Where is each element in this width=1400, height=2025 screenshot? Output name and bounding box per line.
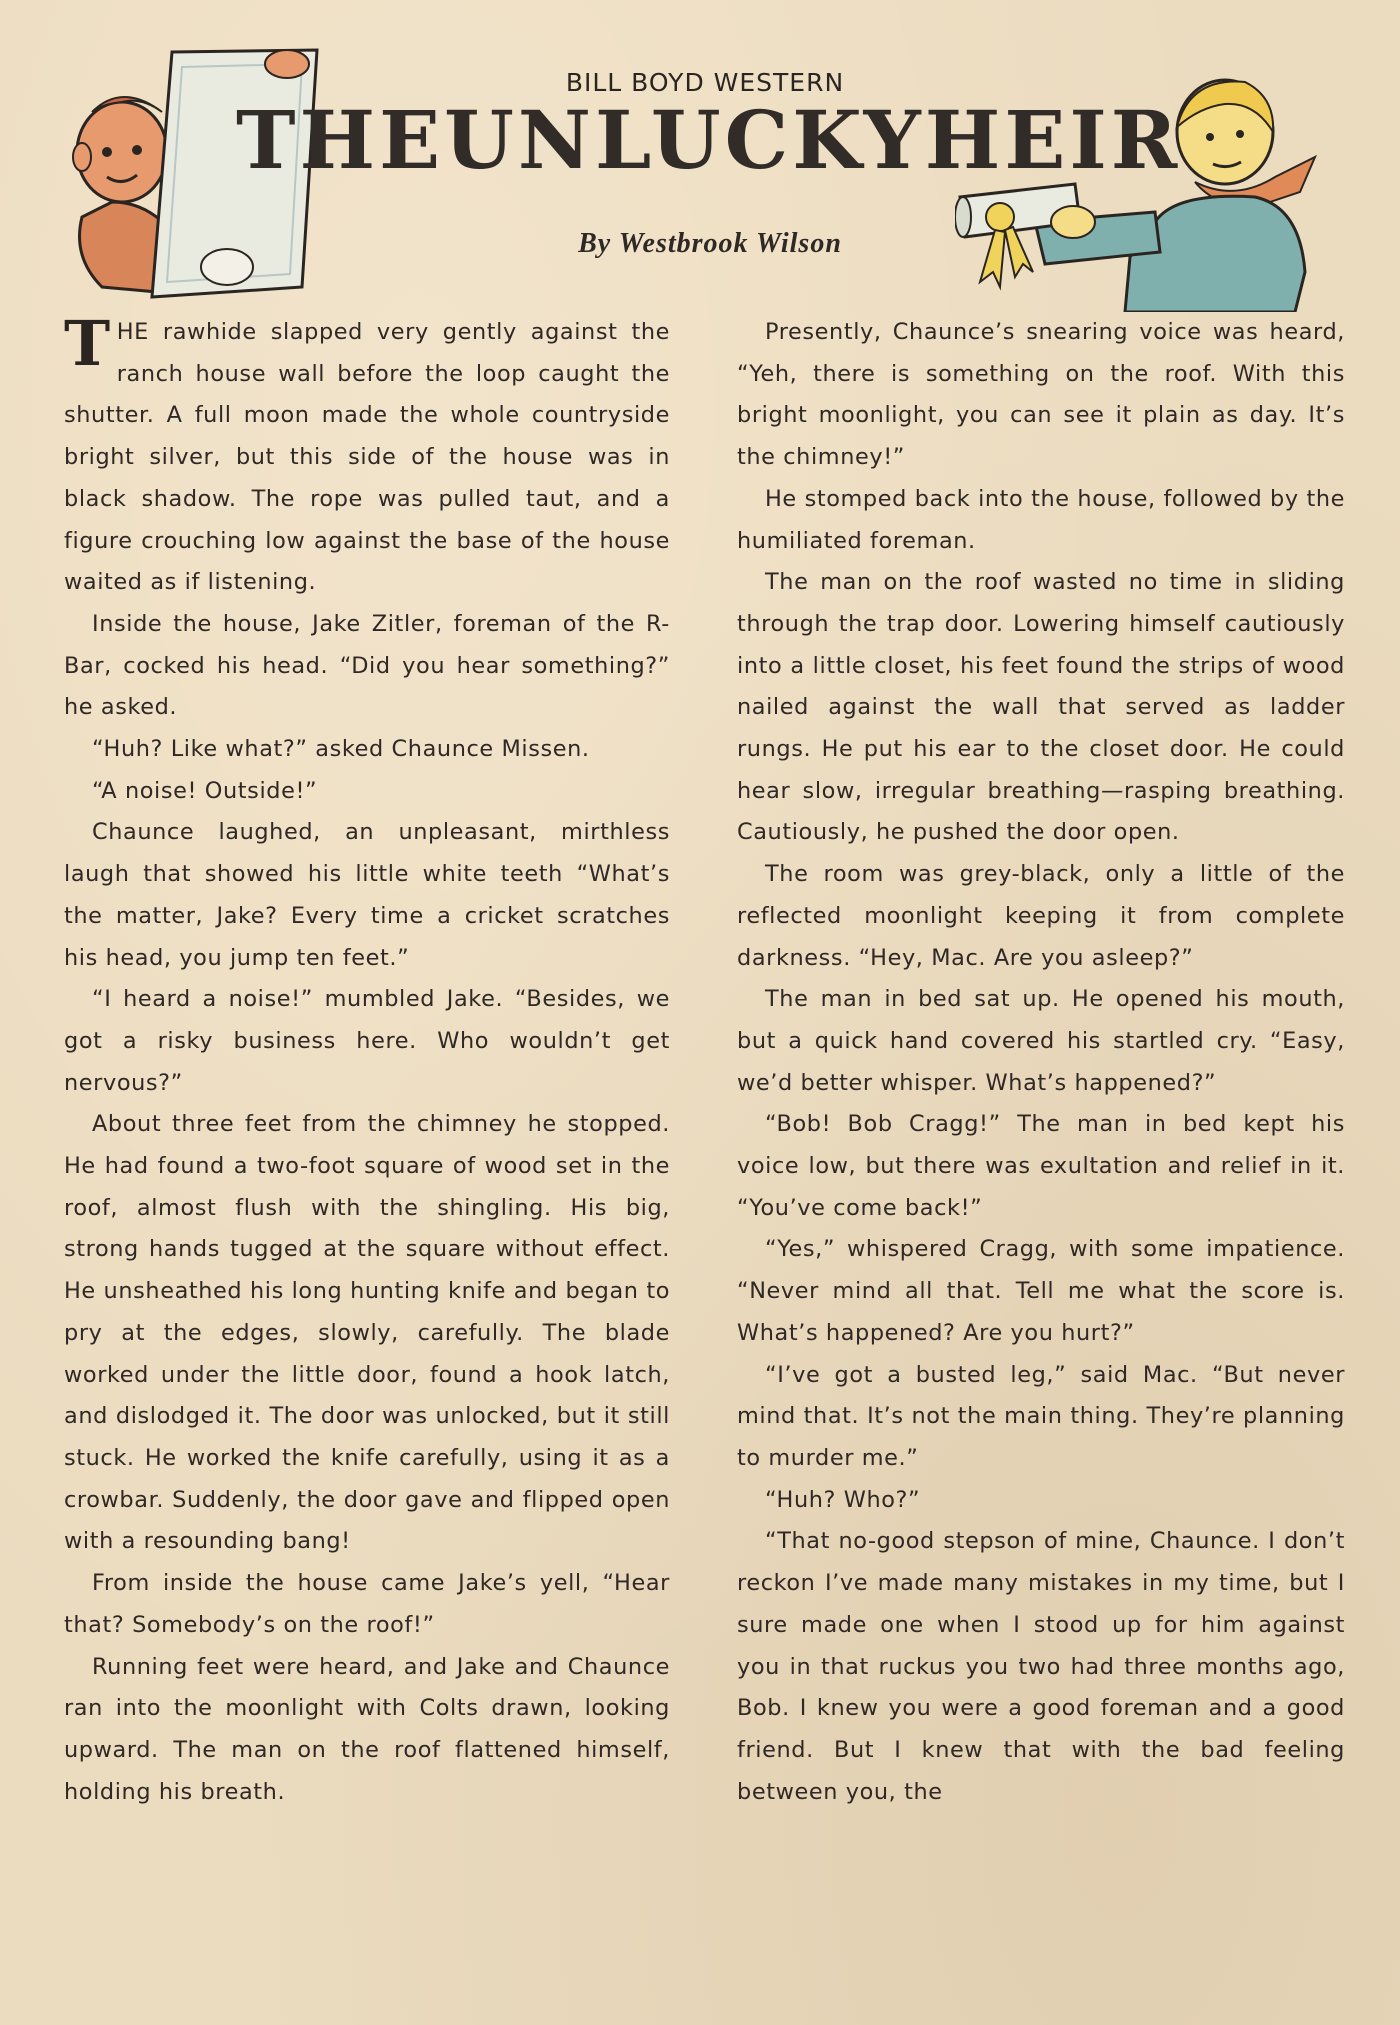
paragraph: “I heard a noise!” mumbled Jake. “Besides, we got a risky business here. Who wouldn’t get nervous?” bbox=[64, 986, 670, 1096]
left-column bbox=[64, 307, 670, 1813]
title-word: THE bbox=[236, 93, 445, 187]
paragraph: From inside the house came Jake’s yell, “Hear that? Somebody’s on the roof!” bbox=[64, 1570, 670, 1638]
paragraph: Running feet were heard, and Jake and Chaunce ran into the moonlight with Colts drawn, looking upward. The man on the roof flattened himself, holding his breath. bbox=[64, 1653, 670, 1805]
title-word: UNLUCKY bbox=[444, 93, 925, 187]
paragraph-text: HE rawhide slapped very gently against the ranch house wall before the loop caught the shutter. A full moon made the whole countryside bright silver, but this side of the house was in black shadow. The rope was pulled taut, and a figure crouching low against the base of the house waited as if listening. bbox=[64, 319, 670, 596]
right-column bbox=[737, 312, 1345, 1813]
paragraph: He stomped back into the house, followed by the humiliated foreman. bbox=[737, 485, 1345, 554]
byline: By Westbrook Wilson bbox=[578, 228, 842, 259]
paragraph: “That no-good stepson of mine, Chaunce. I don’t reckon I’ve made many mistakes in my time, but I sure made one when I stood up for him against you in that ruckus you two had three months ago, Bob. I knew you were a good foreman and a good friend. But I knew that with the bad feeling between you, the bbox=[737, 1528, 1345, 1805]
paragraph: “Huh? Like what?” asked Chaunce Missen. bbox=[92, 736, 590, 763]
series-name: BILL BOYD WESTERN bbox=[565, 68, 845, 97]
title-word: HEIR bbox=[924, 93, 1182, 187]
paragraph: The man on the roof wasted no time in sliding through the trap door. Lowering himself cautiously into a little closet, his feet found the strips of wood nailed against the wall that served as ladder rungs. He put his ear to the closet door. He could hear slow, irregular breathing—rasping breathing. Cautiously, he pushed the door open. bbox=[737, 569, 1345, 846]
paragraph: The man in bed sat up. He opened his mouth, but a quick hand covered his startled cry. “Easy, we’d better whisper. What’s happened?” bbox=[737, 986, 1345, 1096]
paragraph: About three feet from the chimney he stopped. He had found a two-foot square of wood set in the roof, almost flush with the shingling. His big, strong hands tugged at the square without effect. He unsheathed his long hunting knife and began to pry at the edges, slowly, carefully. The blade worked under the little door, found a hook latch, and dislodged it. The door was unlocked, but it still stuck. He worked the knife carefully, using it as a crowbar. Suddenly, the door gave and flipped open with a resounding bang! bbox=[64, 1111, 670, 1555]
drop-cap: T bbox=[64, 307, 111, 380]
paragraph: Inside the house, Jake Zitler, foreman of the R-Bar, cocked his head. “Did you hear something?” he asked. bbox=[64, 610, 670, 721]
paragraph: Chaunce laughed, an unpleasant, mirthless laugh that showed his little white teeth “What’s the matter, Jake? Every time a cricket scratches his head, you jump ten feet.” bbox=[64, 819, 670, 971]
paragraph bbox=[64, 307, 670, 604]
paragraph: Presently, Chaunce’s snearing voice was heard, “Yeh, there is something on the roof. With this bright moonlight, you can see it plain as day. It’s the chimney!” bbox=[737, 319, 1345, 471]
paragraph: “A noise! Outside!” bbox=[92, 777, 318, 804]
paragraph: “I’ve got a busted leg,” said Mac. “But never mind that. It’s not the main thing. They’re planning to murder me.” bbox=[737, 1361, 1345, 1471]
paragraph: “Yes,” whispered Cragg, with some impatience. “Never mind all that. Tell me what the score is. What’s happened? Are you hurt?” bbox=[737, 1236, 1345, 1346]
paragraph: “Bob! Bob Cragg!” The man in bed kept his voice low, but there was exultation and relief in it. “You’ve come back!” bbox=[737, 1111, 1345, 1221]
story-title bbox=[236, 93, 1182, 187]
paragraph: “Huh? Who?” bbox=[765, 1486, 921, 1513]
paragraph: The room was grey-black, only a little of the reflected moonlight keeping it from complete darkness. “Hey, Mac. Are you asleep?” bbox=[737, 861, 1345, 971]
